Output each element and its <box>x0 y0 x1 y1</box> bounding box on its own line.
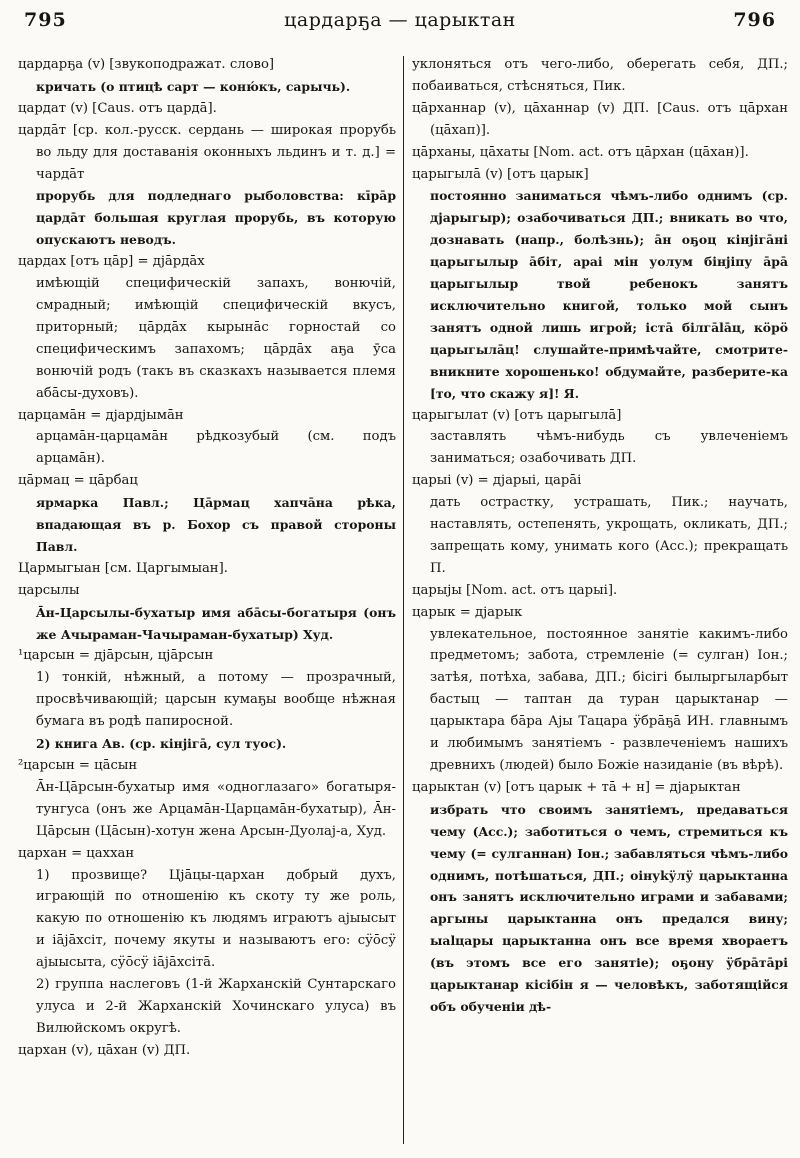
entry-headword: царсылы <box>18 582 80 598</box>
entry-headword: цардāт [ср. кол.-русск. сердань — широкая прорубь во льду для доставанія оконныхъ льдинъ и т. д.] = чардāт <box>18 122 396 182</box>
entry-definition: кричать (о птицѣ сарт — коню́къ, сарычь). <box>36 78 351 94</box>
running-title: цардарҕа — царыктан <box>284 9 516 31</box>
entry-headword: цāрханнар (v), цāханнар (v) ДП. [Caus. отъ цāрхан (цāхап)]. <box>412 100 788 138</box>
entry-headword: царцамāн = дjардjымāн <box>18 407 184 423</box>
entry-headword: цархан = цаххан <box>18 845 135 861</box>
entry-headword: цардарҕа (v) [звукоподражат. слово] <box>18 57 275 72</box>
page-number-left: 795 <box>24 9 67 31</box>
entry-headword: царык = дjарык <box>412 604 523 620</box>
entry-headword: царыгылā (v) [отъ царык] <box>412 166 589 182</box>
entry-headword: цāрмац = цāрбац <box>18 473 138 489</box>
entry-headword: цардат (v) [Caus. отъ цардā]. <box>18 100 217 116</box>
entry-definition: увлекательное, постоянное занятіе какимъ-либо предметомъ; забота, стремленіе (= сулган) Іон.; затѣя, потѣха, забава, ДП.; бiсiгi былыргыларбыт бастыц — таптан да туран царыктанар — царыктара бāра Аjы Тацара ӱбрāҕā ИН. главнымъ и любимымъ занятіемъ - развлеченіемъ нашихъ древнихъ (людей) было Божіе назиданіе (въ вѣрѣ). <box>430 626 788 773</box>
entry-definition: Āн-Цāрсын-бухатыр имя «одноглазаго» богатыря-тунгуса (онъ же Арцамāн-Царцамāн-бухатыр), Āн-Цāрсын (Цāсын)-хотун жена Арсын-Дуолај-а, Худ. <box>36 779 396 839</box>
entry-headword: ²царсын = цāсын <box>18 758 138 773</box>
entry-definition: Āн-Царсылы-бухатыр имя абāсы-богатыря (онъ же Ачыраман-Чачыраман-бухатыр) Худ. <box>36 604 396 642</box>
right-column <box>412 54 788 1146</box>
entry-definition: постоянно заниматься чѣмъ-либо однимъ (ср. дjарыгыр); озабочиваться ДП.; вникать во что, дознавать (напр., болѣзнь); āн оҕоц кiнjiгāнi царыгылыр āбiт, араi мiн уолум бiнjiпу āрā царыгылыр твой ребенокъ занятъ исключительно книгой, только мой сынъ занятъ одной лишь игрой; iстā бiлгālāц, кӧрӧ царыгылāц! слушайте-примѣчайте, смотрите-вникните хорошенько! обдумайте, разберите-ка [то, что скажу я]! Я. <box>430 188 788 401</box>
entry-definition: 2) книга Ав. (ср. кiнjiгā, сул туос). <box>36 736 287 752</box>
entry-definition: 1) тонкій, нѣжный, а потому — прозрачный, просвѣчивающій; царсын кумаҕы вообще нѣжная бумага въ родѣ папиросной. <box>36 670 396 730</box>
entry-headword: царыi (v) = дjарыi, царāi <box>412 473 582 489</box>
entry-definition: имѣющій специфическій запахъ, вонючій, смрадный; имѣющій специфическій вкусъ, приторный; цāрдāх кырынāс горностай со специфическимъ запахомъ; цāрдāх аҕа ӯса вонючій родъ (такъ въ сказкахъ называется племя абāсы-духовъ). <box>36 276 396 401</box>
entry-headword: цархан (v), цāхан (v) ДП. <box>18 1042 191 1058</box>
entry-definition: заставлять чѣмъ-нибудь съ увлеченіемъ заниматься; озабочивать ДП. <box>430 429 788 467</box>
entry-continuation: уклоняться отъ чего-либо, оберегать себя, ДП.; побаиваться, стѣсняться, Пик. <box>412 57 788 94</box>
entry-definition: 1) прозвище? Цjāцы-цархан добрый духъ, играющій по отношенію къ скоту ту же роль, какую по отношенію къ людямъ играютъ аjыысыт и iājāхсiт, почему якуты и называютъ его: сӱōсӱ аjыысыта, сӱōсӱ iājāхсiтā. <box>36 867 396 971</box>
page-number-right: 796 <box>733 9 776 31</box>
entry-headword: цардах [отъ цāр] = дjāрдāх <box>18 254 205 270</box>
page-header <box>24 4 776 36</box>
entry-definition: прорубь для подледнаго рыболовства: кīрāр цардāт большая круглая прорубь, въ которую опускаютъ неводъ. <box>36 188 396 248</box>
column-divider <box>403 56 404 1144</box>
entry-definition: арцамāн-царцамāн рѣдкозубый (см. подъ арцамāн). <box>36 429 396 467</box>
entry-headword: царыктан (v) [отъ царык + тā + н] = дjарыктан <box>412 779 741 795</box>
entry-headword: цāрханы, цāхаты [Nom. act. отъ цāрхан (цāхан)]. <box>412 144 749 160</box>
entry-headword: царыгылат (v) [отъ царыгылā] <box>412 407 622 423</box>
entry-definition: ярмарка Павл.; Цāрмац хапчāна рѣка, впадающая въ р. Бохор съ правой стороны Павл. <box>36 495 396 554</box>
entry-headword: ¹царсын = дjāрсын, цjāрсын <box>18 648 214 664</box>
entry-definition: дать острастку, устрашать, Пик.; научать, наставлять, остепенять, укрощать, окликать, ДП.; запрещать кому, унимать кого (Acc.); прекращать П. <box>430 495 788 576</box>
entry-definition: 2) группа наслеговъ (1-й Жарханскій Сунтарскаго улуса и 2-й Жарханскій Хочинскаго улуса) въ Вилюйскомъ округѣ. <box>36 977 396 1036</box>
entry-headword: Цармыгыан [см. Царгымыан]. <box>18 560 228 576</box>
left-column <box>18 54 396 1146</box>
entry-headword: царыjы [Nom. act. отъ царыi]. <box>412 582 618 598</box>
entry-definition: избрать что своимъ занятіемъ, предаваться чему (Acc.); заботиться о чемъ, стремиться къ чему (= сулганнан) Іон.; забавляться чѣмъ-либо однимъ, потѣшаться, ДП.; оiнуkӱлӱ царыктанна онъ занятъ исключительно играми и забавами; аргыны царыктанна онъ предался вину; ыаlцары царыктанна онъ все время хвораетъ (въ этомъ все его занятіе); оҕону ӱбрāтāрi царыктанар кiсiбiн я — человѣкъ, заботящійся объ обученіи дѣ- <box>430 801 788 1014</box>
